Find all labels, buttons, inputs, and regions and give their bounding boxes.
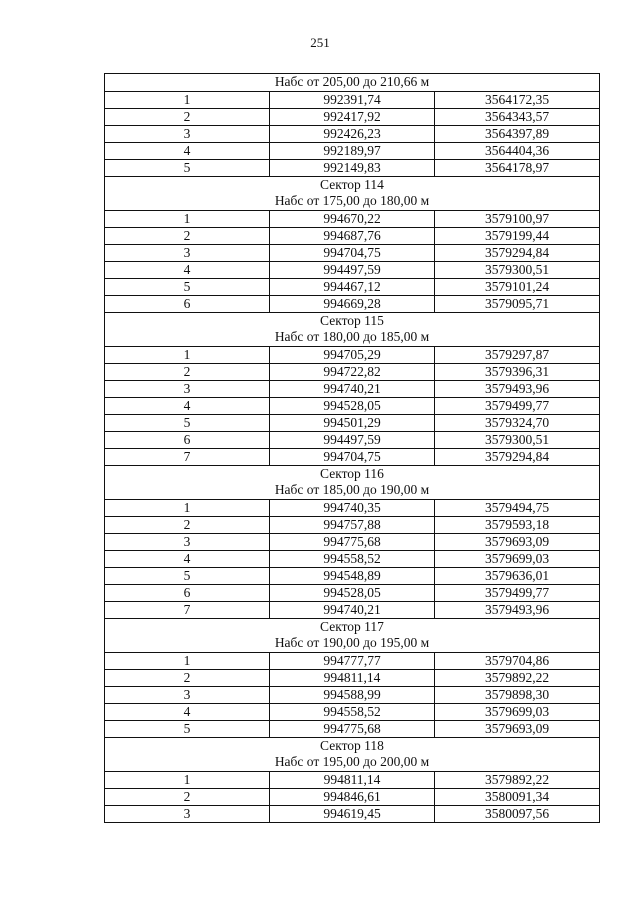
point-number-cell: 2: [105, 788, 270, 805]
elevation-range: Набс от 190,00 до 195,00 м: [274, 635, 430, 650]
sector-header-row: [105, 465, 600, 499]
point-number-cell: 3: [105, 380, 270, 397]
table-row: [105, 567, 600, 584]
table-row: [105, 108, 600, 125]
point-number-cell: 1: [105, 652, 270, 669]
y-coordinate-cell: 3579493,96: [435, 601, 600, 618]
table-row: [105, 601, 600, 618]
point-number-cell: 6: [105, 431, 270, 448]
x-coordinate-cell: 994740,21: [270, 601, 435, 618]
table-row: [105, 499, 600, 516]
point-number-cell: 5: [105, 567, 270, 584]
table-row: [105, 533, 600, 550]
table-row: [105, 550, 600, 567]
x-coordinate-cell: 994722,82: [270, 363, 435, 380]
point-number-cell: 4: [105, 703, 270, 720]
point-number-cell: 3: [105, 686, 270, 703]
coordinates-table: [104, 73, 600, 823]
y-coordinate-cell: 3579693,09: [435, 533, 600, 550]
table-row: [105, 669, 600, 686]
sector-header-row: [105, 737, 600, 771]
y-coordinate-cell: 3579693,09: [435, 720, 600, 737]
sector-header-row: [105, 74, 600, 92]
x-coordinate-cell: 994558,52: [270, 550, 435, 567]
x-coordinate-cell: 994704,75: [270, 448, 435, 465]
y-coordinate-cell: 3579892,22: [435, 771, 600, 788]
y-coordinate-cell: 3579199,44: [435, 227, 600, 244]
y-coordinate-cell: 3579300,51: [435, 431, 600, 448]
elevation-range: Набс от 205,00 до 210,66 м: [274, 74, 430, 89]
x-coordinate-cell: 994705,29: [270, 346, 435, 363]
point-number-cell: 2: [105, 108, 270, 125]
x-coordinate-cell: 994548,89: [270, 567, 435, 584]
x-coordinate-cell: 994740,35: [270, 499, 435, 516]
point-number-cell: 3: [105, 125, 270, 142]
y-coordinate-cell: 3579494,75: [435, 499, 600, 516]
y-coordinate-cell: 3579493,96: [435, 380, 600, 397]
table-row: [105, 261, 600, 278]
sector-header-cell: [105, 465, 600, 499]
x-coordinate-cell: 994467,12: [270, 278, 435, 295]
x-coordinate-cell: 994528,05: [270, 584, 435, 601]
point-number-cell: 1: [105, 346, 270, 363]
point-number-cell: 1: [105, 771, 270, 788]
point-number-cell: 2: [105, 227, 270, 244]
sector-header-cell: [105, 312, 600, 346]
y-coordinate-cell: 3579499,77: [435, 584, 600, 601]
y-coordinate-cell: 3564178,97: [435, 159, 600, 176]
table-row: [105, 771, 600, 788]
x-coordinate-cell: 994740,21: [270, 380, 435, 397]
sector-title: Сектор 115: [320, 312, 384, 328]
point-number-cell: 1: [105, 210, 270, 227]
sector-header-cell: [105, 74, 600, 92]
x-coordinate-cell: 994497,59: [270, 261, 435, 278]
point-number-cell: 5: [105, 159, 270, 176]
table-row: [105, 380, 600, 397]
x-coordinate-cell: 992391,74: [270, 91, 435, 108]
y-coordinate-cell: 3564343,57: [435, 108, 600, 125]
y-coordinate-cell: 3579100,97: [435, 210, 600, 227]
point-number-cell: 5: [105, 414, 270, 431]
point-number-cell: 6: [105, 295, 270, 312]
table-row: [105, 159, 600, 176]
x-coordinate-cell: 994811,14: [270, 771, 435, 788]
y-coordinate-cell: 3579300,51: [435, 261, 600, 278]
table-row: [105, 652, 600, 669]
point-number-cell: 4: [105, 261, 270, 278]
page-number: 251: [310, 35, 330, 50]
point-number-cell: 2: [105, 363, 270, 380]
sector-title: Сектор 118: [320, 737, 384, 753]
x-coordinate-cell: 994811,14: [270, 669, 435, 686]
x-coordinate-cell: 994775,68: [270, 720, 435, 737]
table-row: [105, 363, 600, 380]
sector-header-cell: [105, 176, 600, 210]
sector-header-row: [105, 618, 600, 652]
table-row: [105, 142, 600, 159]
y-coordinate-cell: 3579095,71: [435, 295, 600, 312]
y-coordinate-cell: 3579699,03: [435, 550, 600, 567]
point-number-cell: 2: [105, 516, 270, 533]
y-coordinate-cell: 3579499,77: [435, 397, 600, 414]
elevation-range: Набс от 180,00 до 185,00 м: [274, 329, 430, 344]
table-row: [105, 346, 600, 363]
table-row: [105, 431, 600, 448]
x-coordinate-cell: 994558,52: [270, 703, 435, 720]
point-number-cell: 3: [105, 533, 270, 550]
point-number-cell: 1: [105, 499, 270, 516]
table-row: [105, 125, 600, 142]
table-row: [105, 227, 600, 244]
elevation-range: Набс от 195,00 до 200,00 м: [274, 754, 430, 769]
sector-header-row: [105, 176, 600, 210]
point-number-cell: 6: [105, 584, 270, 601]
x-coordinate-cell: 994588,99: [270, 686, 435, 703]
y-coordinate-cell: 3579101,24: [435, 278, 600, 295]
point-number-cell: 3: [105, 244, 270, 261]
x-coordinate-cell: 992417,92: [270, 108, 435, 125]
x-coordinate-cell: 994687,76: [270, 227, 435, 244]
x-coordinate-cell: 994501,29: [270, 414, 435, 431]
sector-title: Сектор 116: [320, 465, 384, 481]
y-coordinate-cell: 3579636,01: [435, 567, 600, 584]
point-number-cell: 5: [105, 720, 270, 737]
y-coordinate-cell: 3564397,89: [435, 125, 600, 142]
y-coordinate-cell: 3579294,84: [435, 448, 600, 465]
y-coordinate-cell: 3579704,86: [435, 652, 600, 669]
elevation-range: Набс от 175,00 до 180,00 м: [274, 193, 430, 208]
x-coordinate-cell: 994670,22: [270, 210, 435, 227]
table-row: [105, 448, 600, 465]
point-number-cell: 3: [105, 805, 270, 822]
x-coordinate-cell: 994757,88: [270, 516, 435, 533]
sector-title: Сектор 117: [320, 618, 384, 634]
x-coordinate-cell: 994619,45: [270, 805, 435, 822]
y-coordinate-cell: 3564404,36: [435, 142, 600, 159]
x-coordinate-cell: 992149,83: [270, 159, 435, 176]
point-number-cell: 7: [105, 448, 270, 465]
y-coordinate-cell: 3579593,18: [435, 516, 600, 533]
table-row: [105, 686, 600, 703]
point-number-cell: 5: [105, 278, 270, 295]
table-row: [105, 91, 600, 108]
table-row: [105, 244, 600, 261]
table-row: [105, 516, 600, 533]
x-coordinate-cell: 992426,23: [270, 125, 435, 142]
x-coordinate-cell: 994497,59: [270, 431, 435, 448]
table-row: [105, 805, 600, 822]
point-number-cell: 7: [105, 601, 270, 618]
x-coordinate-cell: 994846,61: [270, 788, 435, 805]
y-coordinate-cell: 3580097,56: [435, 805, 600, 822]
x-coordinate-cell: 994777,77: [270, 652, 435, 669]
x-coordinate-cell: 994528,05: [270, 397, 435, 414]
x-coordinate-cell: 994704,75: [270, 244, 435, 261]
table-row: [105, 703, 600, 720]
y-coordinate-cell: 3579892,22: [435, 669, 600, 686]
sector-title: Сектор 114: [320, 176, 384, 192]
elevation-range: Набс от 185,00 до 190,00 м: [274, 482, 430, 497]
table-row: [105, 414, 600, 431]
table-row: [105, 720, 600, 737]
y-coordinate-cell: 3579294,84: [435, 244, 600, 261]
y-coordinate-cell: 3579297,87: [435, 346, 600, 363]
y-coordinate-cell: 3579699,03: [435, 703, 600, 720]
x-coordinate-cell: 994669,28: [270, 295, 435, 312]
y-coordinate-cell: 3580091,34: [435, 788, 600, 805]
point-number-cell: 4: [105, 397, 270, 414]
point-number-cell: 4: [105, 142, 270, 159]
sector-header-cell: [105, 737, 600, 771]
point-number-cell: 2: [105, 669, 270, 686]
table-row: [105, 295, 600, 312]
table-row: [105, 788, 600, 805]
x-coordinate-cell: 992189,97: [270, 142, 435, 159]
sector-header-cell: [105, 618, 600, 652]
sector-header-row: [105, 312, 600, 346]
y-coordinate-cell: 3579324,70: [435, 414, 600, 431]
table-row: [105, 584, 600, 601]
y-coordinate-cell: 3564172,35: [435, 91, 600, 108]
y-coordinate-cell: 3579396,31: [435, 363, 600, 380]
table-row: [105, 278, 600, 295]
x-coordinate-cell: 994775,68: [270, 533, 435, 550]
y-coordinate-cell: 3579898,30: [435, 686, 600, 703]
coordinates-table-body: [105, 74, 600, 823]
table-row: [105, 397, 600, 414]
point-number-cell: 1: [105, 91, 270, 108]
point-number-cell: 4: [105, 550, 270, 567]
table-row: [105, 210, 600, 227]
